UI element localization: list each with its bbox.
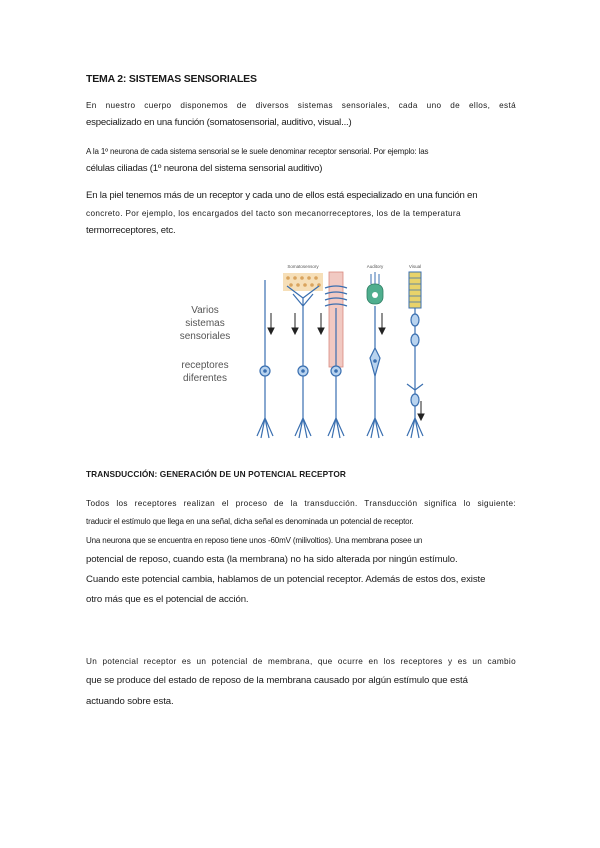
figure-label-line: Varios [191,305,219,316]
figure-label-line: receptores [181,360,229,371]
paragraph-receptor-potential [86,656,516,709]
text-line: especializado en una función (somatosensorial, auditivo, visual...) [86,117,352,129]
paragraph-skin [86,190,516,238]
sensory-receptors-figure [175,258,436,448]
paragraph-receptor [86,147,516,176]
neuron-branching [287,286,319,438]
text-line: traducir el estímulo que llega en una señal, dicha señal es denominada un potencial de receptor. [86,517,414,527]
text-line: otro más que es el potencial de acción. [86,593,249,605]
text-line: termorreceptores, etc. [86,225,176,236]
auditory-hair-cell [367,272,383,304]
text-line: Todos los receptores realizan el proceso de la transducción. Transducción significa lo siguiente: [86,499,516,508]
section-title: TEMA 2: SISTEMAS SENSORIALES [86,73,257,85]
neuron-follicle [325,286,347,438]
text-line: actuando sobre esta. [86,696,174,707]
text-line: concreto. Por ejemplo, los encargados del tacto son mecanorreceptores, los de la temperatura [86,208,461,218]
figure-label-line: diferentes [183,373,227,384]
text-line: potencial de reposo, cuando esta (la membrana) no ha sido alterada por ningún estímulo. [86,553,458,565]
figure-label-line: sistemas [185,318,225,329]
section-title: TRANSDUCCIÓN: GENERACIÓN DE UN POTENCIAL RECEPTOR [86,469,346,479]
paragraph-transduction [86,498,516,606]
skin-patch [283,273,323,291]
text-line: Un potencial receptor es un potencial de membrana, que ocurre en los receptores y es un cambio [86,657,516,666]
text-line: En la piel tenemos más de un receptor y cada uno de ellos está especializado en una función en [86,190,478,201]
text-line: En nuestro cuerpo disponemos de diversos sistemas sensoriales, cada uno de ellos, está [86,101,516,110]
figure-column-label: Somatosensory [287,264,319,269]
paragraph-intro [86,100,516,130]
figure-column-label: Auditory [366,264,384,269]
neuron-free-ending [257,280,273,438]
text-line: que se produce del estado de reposo de la membrana causado por algún estímulo que está [86,675,468,687]
signal-arrows [268,313,424,420]
text-line: A la 1º neurona de cada sistema sensorial se le suele denominar receptor sensorial. Por ejemplo: las [86,147,429,156]
figure-label-line: sensoriales [179,331,231,342]
figure-column-label: Visual [408,264,422,269]
text-line: Cuando este potencial cambia, hablamos de un potencial receptor. Además de estos dos, existe [86,573,486,585]
text-line: Una neurona que se encuentra en reposo tiene unos -60mV (milivoltios). Una membrana posee un [86,535,423,545]
neuron-auditory [367,306,383,438]
photoreceptor [409,272,421,308]
text-line: células ciliadas (1º neurona del sistema sensorial auditivo) [86,162,323,174]
